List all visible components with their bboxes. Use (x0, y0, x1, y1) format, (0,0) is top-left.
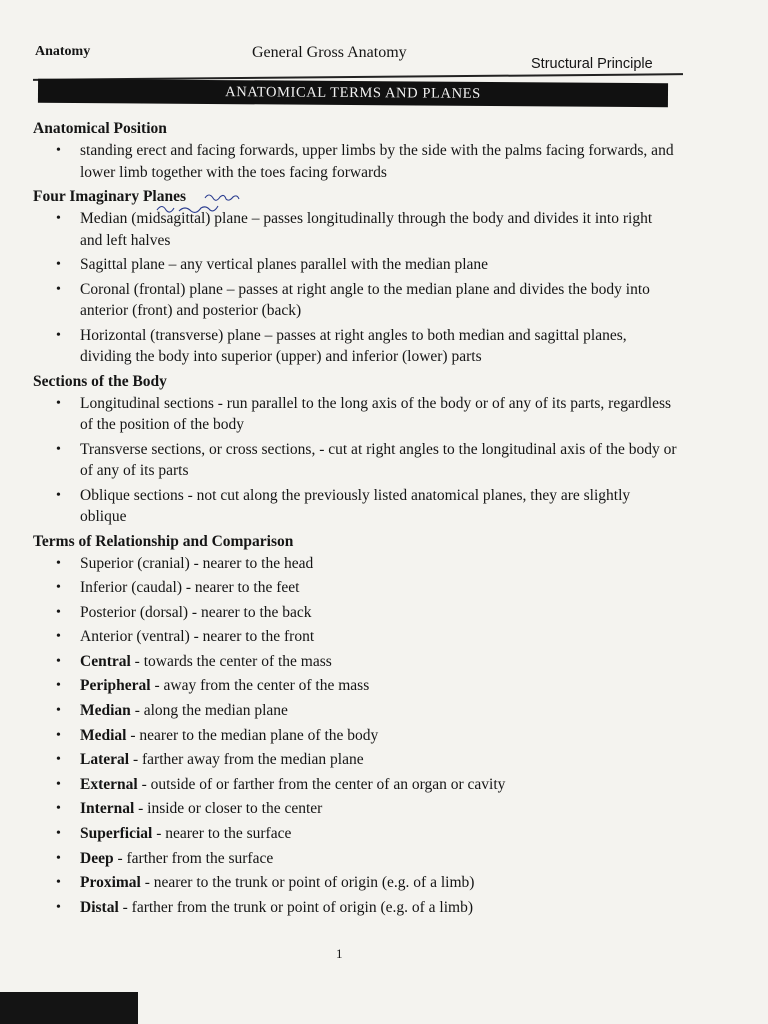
section-anatomical-position (33, 118, 678, 183)
term-name: External (80, 775, 138, 793)
term-name: Superficial (80, 825, 153, 843)
term-item (33, 774, 678, 796)
term-name: Anterior (ventral) (80, 628, 190, 646)
term-definition: - nearer to the feet (181, 579, 300, 597)
term-definition: - nearer to the head (189, 554, 314, 572)
list-item: • Transverse sections, or cross sections, - cut at right angles to the longitudinal axis of the body or of any of its parts (33, 439, 678, 482)
content-body (33, 118, 678, 921)
term-name: Internal (80, 800, 135, 818)
term-item (33, 700, 678, 722)
term-name: Posterior (dorsal) (80, 603, 189, 621)
term-definition: - nearer to the front (189, 628, 315, 646)
section-terms-relationship (33, 531, 678, 919)
term-name: Distal (80, 898, 119, 916)
term-definition: - along the median plane (130, 702, 288, 720)
term-definition: - inside or closer to the center (134, 800, 323, 818)
term-name: Median (80, 702, 131, 720)
list-item: • Coronal (frontal) plane – passes at right angle to the median plane and divides the body into anterior (front) and posterior (back) (33, 279, 678, 322)
term-name: Deep (80, 849, 114, 867)
term-item (33, 651, 678, 673)
page-number: 1 (336, 946, 343, 961)
term-definition: - away from the center of the mass (150, 677, 370, 695)
list-item: • Horizontal (transverse) plane – passes at right angles to both median and sagittal planes, dividing the body into superior (upper) and inferior (lower) parts (33, 325, 678, 368)
section-heading: Sections of the Body (33, 372, 167, 390)
list-item: • Sagittal plane – any vertical planes parallel with the median plane (33, 254, 678, 276)
section-heading: Anatomical Position (33, 120, 167, 137)
term-item (33, 577, 678, 599)
term-name: Lateral (80, 751, 130, 769)
section-imaginary-planes (33, 186, 678, 368)
header-course: General Gross Anatomy (252, 44, 407, 61)
section-heading: Four Imaginary Planes (33, 188, 186, 205)
section-sections-of-body (33, 371, 678, 528)
term-item (33, 823, 678, 845)
bullet-list (33, 140, 678, 183)
term-definition: - nearer to the median plane of the body (126, 726, 379, 744)
term-item (33, 626, 678, 648)
header-subject: Anatomy (35, 44, 91, 59)
term-name: Superior (cranial) (80, 554, 190, 572)
term-definition: - farther away from the median plane (129, 751, 364, 769)
term-name: Peripheral (80, 677, 151, 695)
bullet-list (33, 208, 678, 368)
term-definition: - farther from the surface (113, 849, 274, 867)
scan-corner-mark (0, 992, 138, 1024)
list-item: • Median (midsagittal) plane – passes longitudinally through the body and divides it into right and left halves (33, 208, 678, 251)
term-item (33, 798, 678, 820)
term-name: Medial (80, 726, 127, 744)
term-item (33, 553, 678, 575)
term-definition: - nearer to the trunk or point of origin (e.g. of a limb) (140, 874, 475, 892)
list-item: • Oblique sections - not cut along the previously listed anatomical planes, they are slightly oblique (33, 485, 678, 528)
term-name: Central (80, 652, 131, 670)
list-item: • standing erect and facing forwards, upper limbs by the side with the palms facing forwards, and lower limb together with the toes facing forwards (33, 140, 678, 183)
term-name: Proximal (80, 874, 141, 892)
term-item (33, 897, 678, 919)
term-item (33, 872, 678, 894)
term-definition: - nearer to the back (188, 603, 312, 621)
header-topic: Structural Principle (531, 56, 653, 72)
term-definition: - towards the center of the mass (130, 652, 332, 670)
bullet-list (33, 393, 678, 528)
terms-list (33, 553, 678, 919)
term-item (33, 725, 678, 747)
term-name: Inferior (caudal) (80, 579, 182, 597)
term-definition: - outside of or farther from the center of an organ or cavity (137, 775, 506, 793)
term-definition: - nearer to the surface (152, 825, 292, 843)
term-item (33, 602, 678, 624)
term-item (33, 749, 678, 771)
list-item: • Longitudinal sections - run parallel to the long axis of the body or of any of its parts, regardless of the position of the body (33, 393, 678, 436)
page-title: ANATOMICAL TERMS AND PLANES (38, 79, 668, 107)
handwritten-annotation (155, 190, 275, 218)
term-item (33, 848, 678, 870)
term-definition: - farther from the trunk or point of origin (e.g. of a limb) (118, 898, 473, 916)
term-item (33, 675, 678, 697)
section-heading: Terms of Relationship and Comparison (33, 532, 294, 550)
